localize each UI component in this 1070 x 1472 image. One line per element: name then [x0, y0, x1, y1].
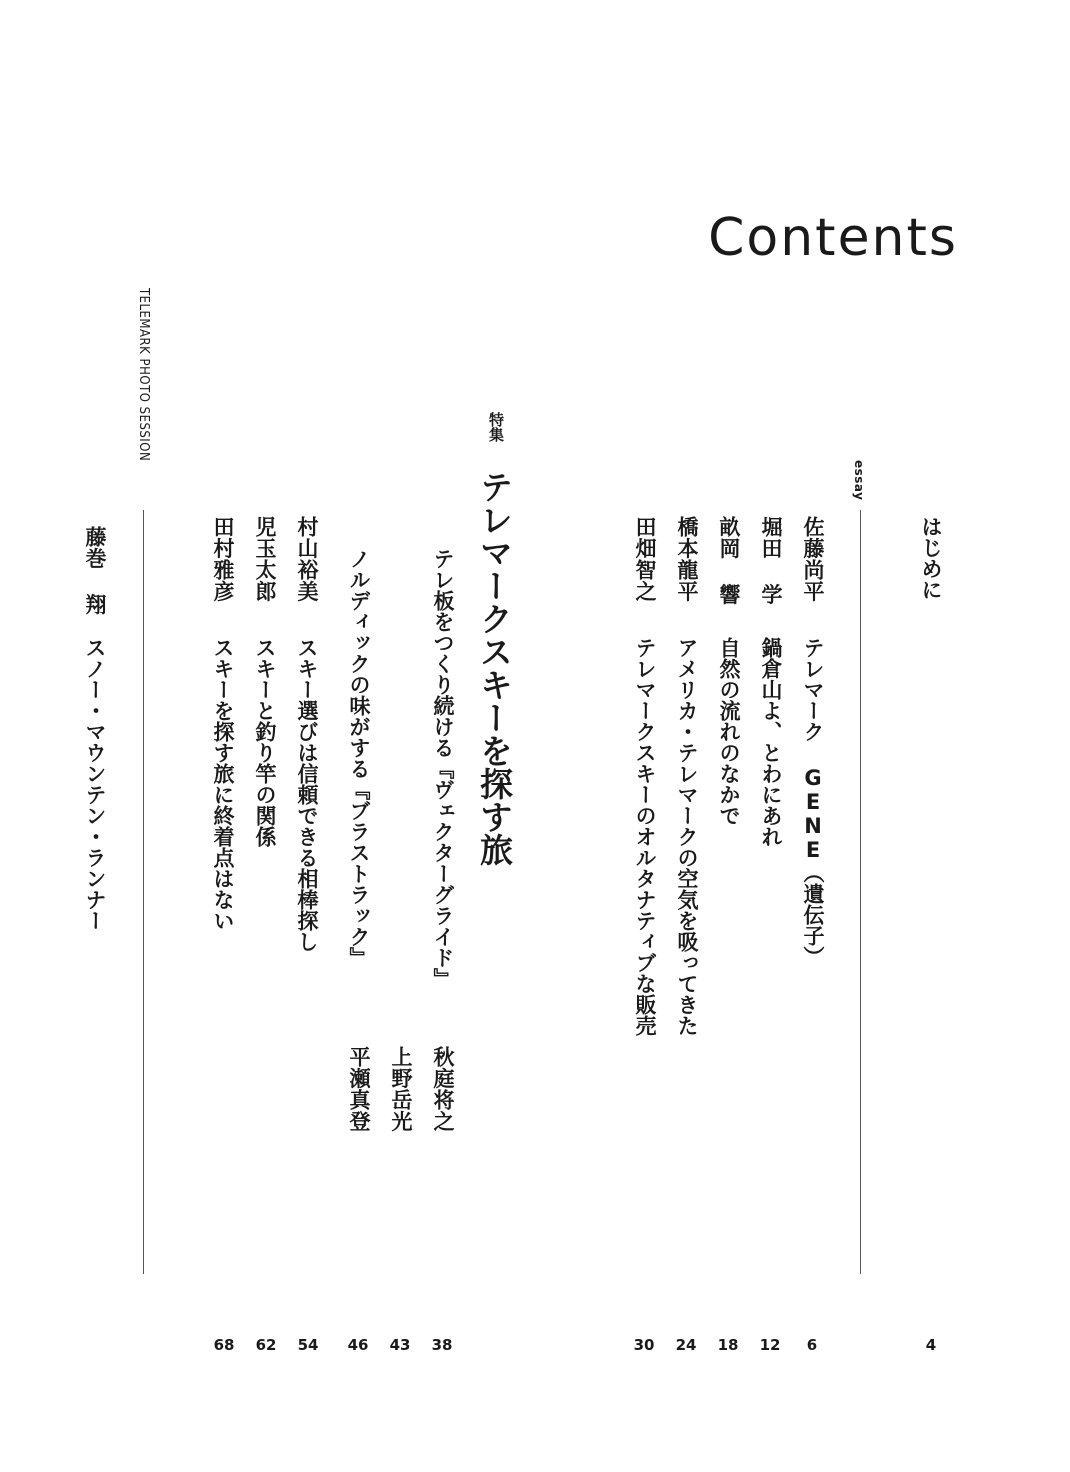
feature-page-number: 46 — [347, 1336, 369, 1354]
essay-author: 畝岡 響 — [717, 516, 741, 605]
essay-title[interactable]: 自然の流れのなかで — [717, 637, 741, 826]
essay-author: 田畑智之 — [633, 516, 657, 602]
photo-session-divider — [143, 510, 144, 1274]
essay-title[interactable]: 鍋倉山よ、とわにあれ — [759, 637, 783, 847]
feature-page-number: 68 — [213, 1336, 235, 1354]
feature-headline[interactable]: テレマークスキーを探す旅 — [475, 470, 514, 866]
feature-article-author: 児玉太郎 — [253, 516, 277, 602]
essay-author: 堀田 学 — [759, 516, 783, 605]
essay-page-number: 18 — [717, 1336, 739, 1354]
page-title: Contents — [708, 208, 958, 268]
essay-page-number: 30 — [633, 1336, 655, 1354]
photo-session-author: 藤巻 翔 — [83, 526, 107, 615]
feature-page-number: 43 — [389, 1336, 411, 1354]
feature-article-author: 田村雅彦 — [211, 516, 235, 602]
essay-author: 佐藤尚平 — [801, 516, 825, 602]
intro-title[interactable]: はじめに — [919, 516, 943, 600]
feature-article-title[interactable]: スキーを探す旅に終着点はない — [211, 637, 235, 931]
feature-label: 特集 — [487, 412, 505, 442]
intro-page-number: 4 — [925, 1336, 937, 1354]
essay-title[interactable]: アメリカ・テレマークの空気を吸ってきた — [675, 637, 699, 1036]
essay-page-number: 6 — [806, 1336, 818, 1354]
feature-article-title[interactable]: ノルディックの味がする『ブラストラック』 — [347, 548, 371, 968]
essay-page-number: 12 — [759, 1336, 781, 1354]
feature-article-author: 上野岳光 — [389, 1046, 413, 1132]
feature-page-number: 54 — [297, 1336, 319, 1354]
essay-title[interactable]: テレマーク GENE（遺伝子） — [801, 637, 825, 967]
feature-article-title[interactable]: テレ板をつくり続ける『ヴェクターグライド』 — [431, 548, 455, 989]
essay-divider — [860, 510, 861, 1274]
essay-title[interactable]: テレマークスキーのオルタナティブな販売 — [633, 637, 657, 1036]
essay-page-number: 24 — [675, 1336, 697, 1354]
feature-page-number: 38 — [431, 1336, 453, 1354]
essay-section-label: essay — [852, 460, 866, 501]
feature-article-author: 平瀬真登 — [347, 1046, 371, 1132]
photo-session-label: TELEMARK PHOTO SESSION — [136, 288, 151, 462]
feature-article-author: 村山裕美 — [295, 516, 319, 602]
essay-author: 橋本龍平 — [675, 516, 699, 602]
feature-article-title[interactable]: スキーと釣り竿の関係 — [253, 637, 277, 847]
photo-session-title[interactable]: スノー・マウンテン・ランナー — [83, 637, 107, 931]
feature-page-number: 62 — [255, 1336, 277, 1354]
feature-article-title[interactable]: スキー選びは信頼できる相棒探し — [295, 637, 319, 952]
feature-article-author: 秋庭将之 — [431, 1046, 455, 1132]
